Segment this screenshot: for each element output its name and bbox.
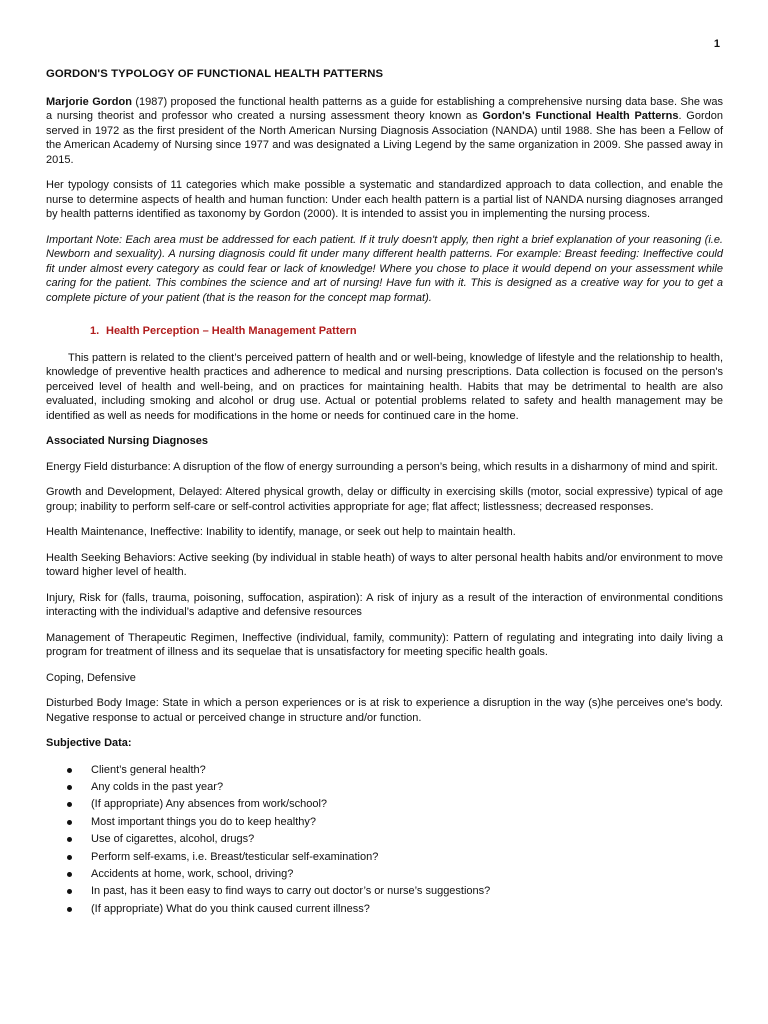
list-item-text: Most important things you do to keep healthy?: [91, 815, 317, 828]
diagnosis-item: Disturbed Body Image: State in which a person experiences or is at risk to experience a disruption in the way (s)he perceives one's body. Negative response to actual or perceived change in structure and/or function.: [46, 697, 723, 724]
intro-text-b: . Gordon served in 1972 as the first president of the North American Nursing Diagnosis Association (NANDA) until 1988. She has been a Fellow of the American Academy of Nursing since 1977 and was designated a Living Legend by the same organization in 2009. She passed away in 2015.: [46, 110, 723, 166]
list-item: [46, 883, 723, 900]
section-heading: [46, 324, 723, 339]
list-item: [46, 849, 723, 866]
bullet-icon: [67, 872, 72, 877]
list-item: [46, 866, 723, 883]
important-note: Important Note: Each area must be addressed for each patient. If it truly doesn't apply, then right a brief explanation of your reasoning (i.e. Newborn and sexuality). A nursing diagnosis could fit under many different health patterns. For example: Breast feeding: Ineffective could fit under almost every category as could fear or lack of knowledge! Where you chose to place it would depend on your assessment while caring for the patient. This combines the science and art of nursing! Have fun with it. This is designed as a creative way for you to get a complete picture of your patient (that is the reason for the concept map format).: [46, 233, 723, 304]
list-item-text: Use of cigarettes, alcohol, drugs?: [91, 833, 255, 846]
document-body: [46, 67, 723, 918]
list-item: [46, 796, 723, 813]
diagnosis-item: Health Seeking Behaviors: Active seeking (by individual in stable heath) of ways to alter personal health habits and/or environment to move toward higher level of health.: [46, 551, 723, 578]
list-item-text: Accidents at home, work, school, driving?: [91, 867, 294, 880]
list-item: [46, 762, 723, 779]
bullet-icon: [67, 837, 72, 842]
list-item: [46, 831, 723, 848]
list-item: [46, 814, 723, 831]
diagnoses-list: [46, 460, 723, 726]
section-title: Health Perception – Health Management Pattern: [106, 325, 357, 337]
diagnosis-item: Injury, Risk for (falls, trauma, poisoning, suffocation, aspiration): A risk of injury as a result of the interaction of environmental conditions interacting with the individual’s adaptive and defensive resources: [46, 591, 723, 618]
bullet-icon: [67, 802, 72, 807]
list-item-text: In past, has it been easy to find ways to carry out doctor’s or nurse’s suggestions?: [91, 885, 491, 898]
diagnosis-item: Energy Field disturbance: A disruption of the flow of energy surrounding a person’s being, which results in a disharmony of mind and spirit.: [46, 460, 718, 473]
bullet-icon: [67, 855, 72, 860]
subjective-list: [46, 762, 723, 919]
list-item-text: (If appropriate) What do you think caused current illness?: [91, 902, 370, 915]
list-item: [46, 901, 723, 918]
list-item-text: Any colds in the past year?: [91, 780, 224, 793]
bullet-icon: [67, 785, 72, 790]
page-number: 1: [713, 38, 720, 50]
intro-paragraph: [46, 95, 723, 168]
bullet-icon: [67, 889, 72, 894]
bullet-icon: [67, 820, 72, 825]
theory-name: Gordon's Functional Health Patterns: [482, 110, 679, 122]
document-title: GORDON'S TYPOLOGY OF FUNCTIONAL HEALTH PATTERNS: [46, 68, 384, 80]
diagnosis-item: Health Maintenance, Ineffective: Inability to identify, manage, or seek out help to maintain health.: [46, 526, 516, 538]
list-item-text: (If appropriate) Any absences from work/school?: [91, 798, 328, 811]
diagnosis-item: Growth and Development, Delayed: Altered physical growth, delay or difficulty in exercising skills (motor, social expressive) typical of age group; inability to perform self-care or self-control activities appropriate for age; flat affect; listlessness; decreased responses.: [46, 486, 723, 513]
author-name: Marjorie Gordon: [46, 95, 132, 108]
diagnosis-item: Management of Therapeutic Regimen, Ineffective (individual, family, community): Pattern of regulating and integrating into daily living a program for treatment of illness and its sequelae that is unsatisfactory for meeting specific health goals.: [46, 631, 723, 658]
section-number: 1.: [90, 325, 100, 337]
bullet-icon: [67, 768, 72, 773]
bullet-icon: [67, 907, 72, 912]
diagnoses-heading: Associated Nursing Diagnoses: [46, 435, 208, 447]
list-item-text: Perform self-exams, i.e. Breast/testicular self-examination?: [91, 850, 379, 863]
intro-text-a: (1987) proposed the functional health patterns as a guide for establishing a comprehensive nursing data base. She was a nursing theorist and professor who created a nursing assessment theory known as: [46, 95, 723, 122]
list-item: [46, 779, 723, 796]
typology-paragraph: Her typology consists of 11 categories which make possible a systematic and standardized approach to data collection, and enable the nurse to determine aspects of health and human function: Under each health pattern is a partial list of NANDA nursing diagnoses arranged by health patterns identified as taxonomy by Gordon (2000). It is intended to assist you in implementing the nursing process.: [46, 179, 723, 220]
diagnosis-item: Coping, Defensive: [46, 671, 136, 684]
subjective-heading: Subjective Data:: [46, 737, 132, 749]
list-item-text: Client’s general health?: [91, 763, 206, 776]
section-body: This pattern is related to the client’s perceived pattern of health and or well-being, knowledge of lifestyle and the relationship to health, knowledge of preventive health practices and adherence to medical and nursing prescriptions. Data collection is focused on the person's perceived level of health and well-being, and on practices for maintaining health. Habits that may be detrimental to health are also evaluated, including smoking and alcohol or drug use. Actual or potential problems related to safety and health management may be identified as well as needs for modifications in the home or needs for continued care in the home.: [46, 351, 723, 422]
